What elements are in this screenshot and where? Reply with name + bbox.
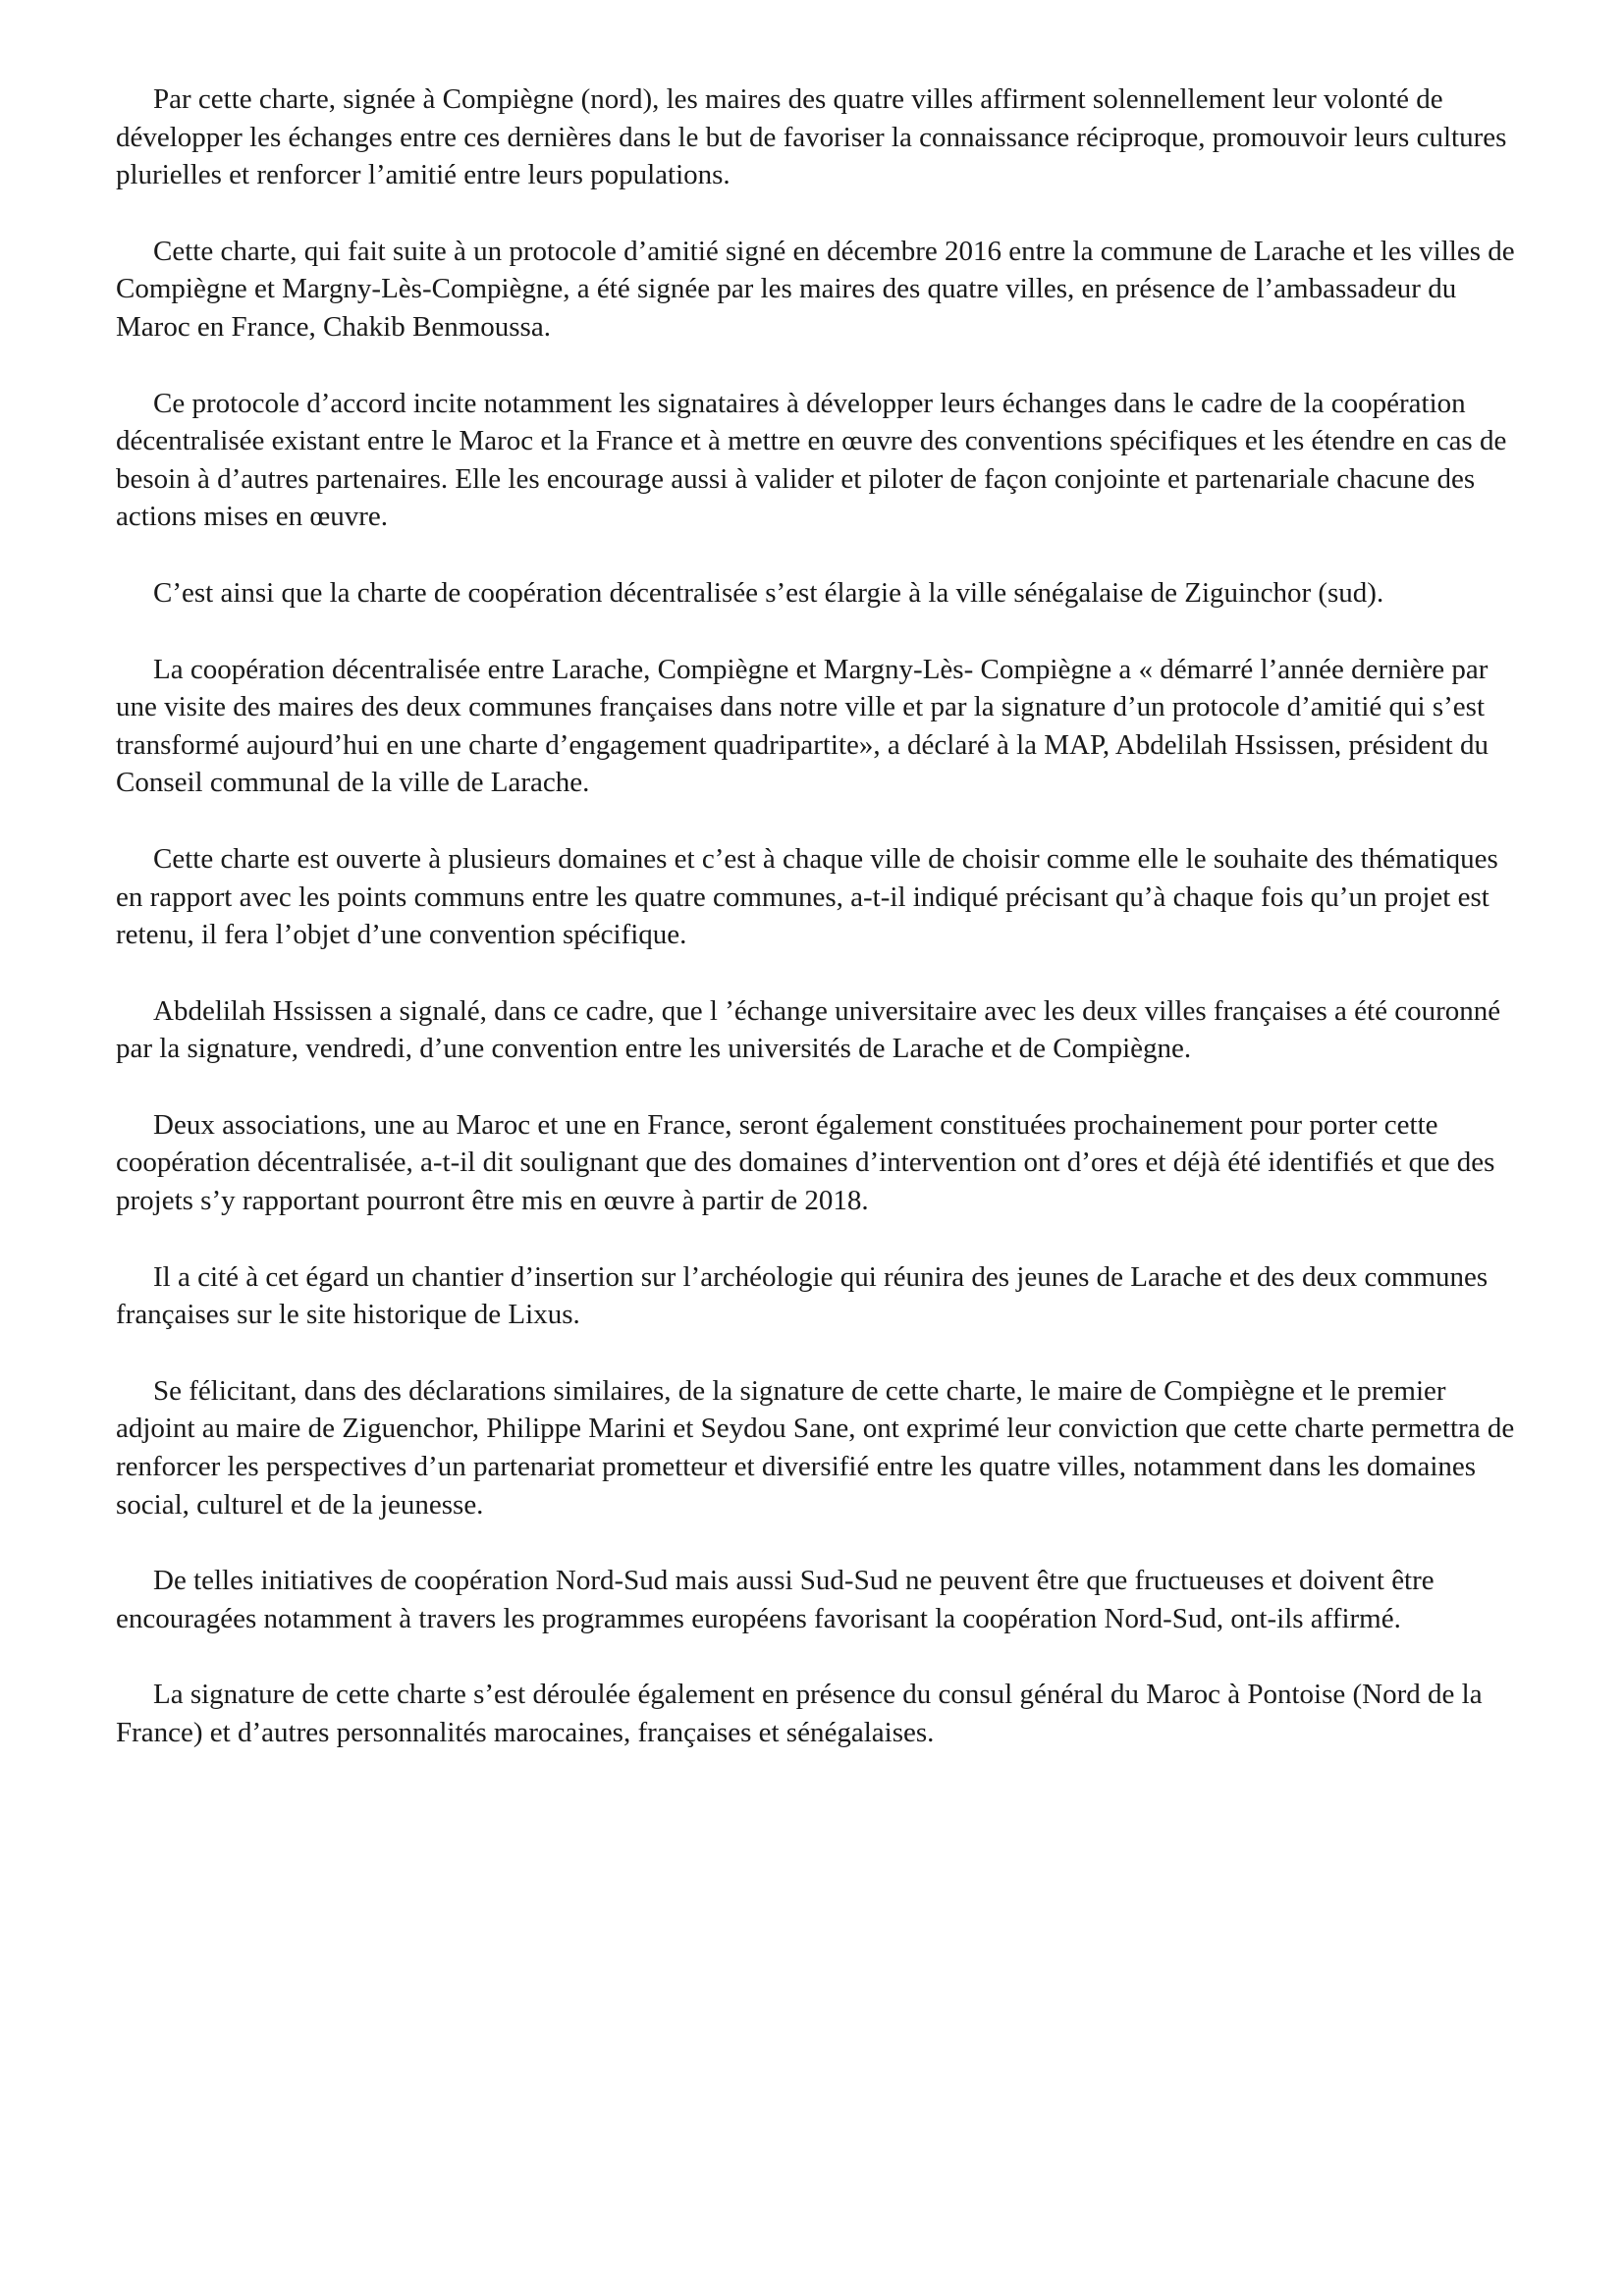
document-body xyxy=(116,80,1530,1790)
paragraph-charter-domains: Cette charte est ouverte à plusieurs domaines et c’est à chaque ville de choisir comme elle le souhaite des thématiques en rapport avec les points communs entre les quatre communes, a-t-il indiqué précisant qu’à chaque fois qu’un projet est retenu, il fera l’objet d’une convention spécifique. xyxy=(116,842,1498,951)
paragraph-archaeology-project: Il a cité à cet égard un chantier d’insertion sur l’archéologie qui réunira des jeunes de Larache et des deux communes françaises sur le site historique de Lixus. xyxy=(116,1260,1489,1331)
paragraph-associations: Deux associations, une au Maroc et une en France, seront également constituées prochainement pour porter cette coopération décentralisée, a-t-il dit soulignant que des domaines d’intervention ont d’ores et déjà été identifiés et que des projets s’y rapportant pourront être mis en œuvre à partir de 2018. xyxy=(116,1108,1495,1217)
paragraph-consul-presence: La signature de cette charte s’est déroulée également en présence du consul général du Maroc à Pontoise (Nord de la France) et d’autres personnalités marocaines, françaises et sénégalaises. xyxy=(116,1679,1483,1748)
paragraph-charter-signing: Par cette charte, signée à Compiègne (nord), les maires des quatre villes affirment solennellement leur volonté de développer les échanges entre ces dernières dans le but de favoriser la connaissance réciproque, promouvoir leurs cultures plurielles et renforcer l’amitié entre leurs populations. xyxy=(116,83,1507,191)
paragraph-north-south-cooperation: De telles initiatives de coopération Nord-Sud mais aussi Sud-Sud ne peuvent être que fructueuses et doivent être encouragées notamment à travers les programmes européens favorisant la coopération Nord-Sud, ont-ils affirmé. xyxy=(116,1565,1435,1634)
paragraph-friendship-protocol: Cette charte, qui fait suite à un protocole d’amitié signé en décembre 2016 entre la commune de Larache et les villes de Compiègne et Margny-Lès-Compiègne, a été signée par les maires des quatre villes, en présence de l’ambassadeur du Maroc en France, Chakib Benmoussa. xyxy=(116,235,1515,343)
paragraph-university-exchange: Abdelilah Hssissen a signalé, dans ce cadre, que l ’échange universitaire avec les deux villes françaises a été couronné par la signature, vendredi, d’une convention entre les universités de Larache et de Compiègne. xyxy=(116,994,1501,1065)
paragraph-mayor-declaration: La coopération décentralisée entre Larache, Compiègne et Margny-Lès- Compiègne a « démarré l’année dernière par une visite des maires des deux communes françaises dans notre ville et par la signature d’un protocole d’amitié qui s’est transformé aujourd’hui en une charte d’engagement quadripartite», a déclaré à la MAP, Abdelilah Hssissen, président du Conseil communal de la ville de Larache. xyxy=(116,653,1489,799)
paragraph-ziguinchor-extension: C’est ainsi que la charte de coopération décentralisée s’est élargie à la ville sénégalaise de Ziguinchor (sud). xyxy=(153,576,1384,609)
paragraph-agreement-protocol: Ce protocole d’accord incite notamment les signataires à développer leurs échanges dans le cadre de la coopération décentralisée existant entre le Maroc et la France et à mettre en œuvre des conventions spécifiques et les étendre en cas de besoin à d’autres partenaires. Elle les encourage aussi à valider et piloter de façon conjointe et partenariale chacune des actions mises en œuvre. xyxy=(116,387,1507,533)
paragraph-similar-declarations: Se félicitant, dans des déclarations similaires, de la signature de cette charte, le maire de Compiègne et le premier adjoint au maire de Ziguenchor, Philippe Marini et Seydou Sane, ont exprimé leur conviction que cette charte permettra de renforcer les perspectives d’un partenariat prometteur et diversifié entre les quatre villes, notamment dans les domaines social, culturel et de la jeunesse. xyxy=(116,1374,1515,1521)
